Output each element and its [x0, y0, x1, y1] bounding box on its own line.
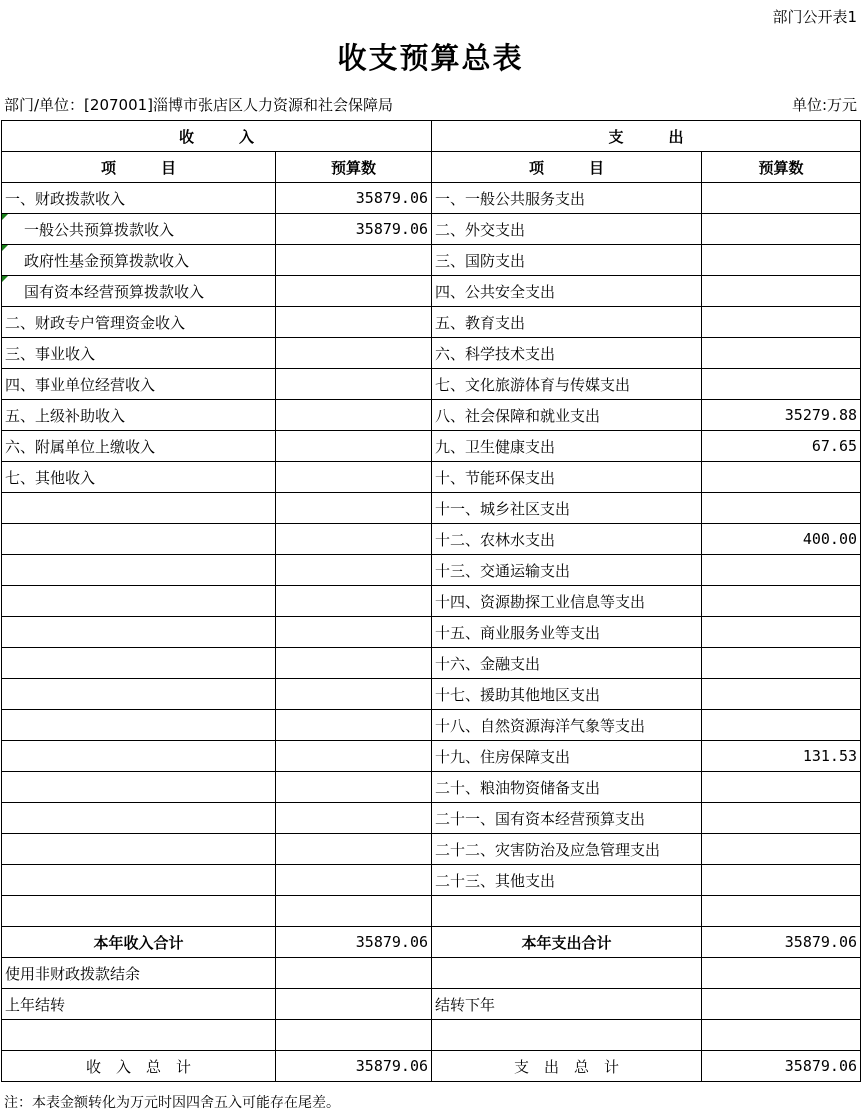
income-item: 三、事业收入: [2, 338, 276, 369]
expense-value: [702, 896, 861, 927]
income-item: 一般公共预算拨款收入: [2, 214, 276, 245]
expense-item: 十二、农林水支出: [432, 524, 702, 555]
table-row: [2, 834, 861, 865]
expense-item: 四、公共安全支出: [432, 276, 702, 307]
expense-value: [702, 245, 861, 276]
expense-item: 二、外交支出: [432, 214, 702, 245]
income-value: [276, 772, 432, 803]
blank-cell: [2, 1020, 276, 1051]
income-value: [276, 865, 432, 896]
table-row: [2, 772, 861, 803]
expense-item: 十三、交通运输支出: [432, 555, 702, 586]
expense-value: [702, 493, 861, 524]
expense-item: 八、社会保障和就业支出: [432, 400, 702, 431]
income-item: 五、上级补助收入: [2, 400, 276, 431]
table-row: [2, 431, 861, 462]
expense-value: [702, 214, 861, 245]
income-value: [276, 276, 432, 307]
income-value: [276, 307, 432, 338]
income-total-value: 35879.06: [276, 1051, 432, 1082]
expense-item: 七、文化旅游体育与传媒支出: [432, 369, 702, 400]
table-row: [2, 462, 861, 493]
expense-total-label: 支 出 总 计: [432, 1051, 702, 1082]
prev-carry-label: 上年结转: [2, 989, 276, 1020]
table-row: [2, 214, 861, 245]
table-row: [2, 183, 861, 214]
expense-group-header: 支 出: [432, 121, 861, 152]
non-fiscal-carry-label: 使用非财政拨款结余: [2, 958, 276, 989]
group-header-row: [2, 121, 861, 152]
expense-item: 五、教育支出: [432, 307, 702, 338]
income-item: 七、其他收入: [2, 462, 276, 493]
year-income-value: 35879.06: [276, 927, 432, 958]
carry-row: [2, 989, 861, 1020]
unit-label: 单位:万元: [791, 96, 857, 114]
expense-item: 二十三、其他支出: [432, 865, 702, 896]
expense-item: 二十一、国有资本经营预算支出: [432, 803, 702, 834]
income-value: [276, 896, 432, 927]
table-row: [2, 245, 861, 276]
blank-cell: [702, 958, 861, 989]
income-value: [276, 400, 432, 431]
expense-value: 400.00: [702, 524, 861, 555]
income-value: [276, 338, 432, 369]
expense-value: [702, 679, 861, 710]
footnote: 注：本表金额转化为万元时因四舍五入可能存在尾差。: [4, 1095, 340, 1111]
income-item-header: 项 目: [2, 152, 276, 183]
expense-value: [702, 462, 861, 493]
expense-budget-header: 预算数: [702, 152, 861, 183]
year-expense-value: 35879.06: [702, 927, 861, 958]
expense-value: [702, 555, 861, 586]
income-item: [2, 710, 276, 741]
blank-cell: [432, 1020, 702, 1051]
income-value: [276, 710, 432, 741]
income-item: 二、财政专户管理资金收入: [2, 307, 276, 338]
table-row: [2, 276, 861, 307]
expense-value: [702, 276, 861, 307]
table-row: [2, 400, 861, 431]
income-item: 一、财政拨款收入: [2, 183, 276, 214]
income-value: [276, 245, 432, 276]
budget-table: [1, 120, 861, 1082]
expense-item: 十七、援助其他地区支出: [432, 679, 702, 710]
grand-total-row: [2, 1051, 861, 1082]
non-fiscal-carry-value: [276, 958, 432, 989]
income-item: [2, 648, 276, 679]
blank-cell: [702, 1020, 861, 1051]
year-total-row: [2, 927, 861, 958]
table-row: [2, 803, 861, 834]
income-item: [2, 772, 276, 803]
expense-value: [702, 617, 861, 648]
table-row: [2, 896, 861, 927]
income-value: [276, 555, 432, 586]
income-value: [276, 741, 432, 772]
income-total-label: 收 入 总 计: [2, 1051, 276, 1082]
income-value: [276, 462, 432, 493]
expense-value: [702, 307, 861, 338]
column-header-row: [2, 152, 861, 183]
blank-row: [2, 1020, 861, 1051]
expense-item-header: 项 目: [432, 152, 702, 183]
income-item: [2, 555, 276, 586]
income-group-header: 收 入: [2, 121, 432, 152]
cell-marker-icon: [2, 214, 8, 220]
table-row: [2, 679, 861, 710]
expense-item: 十九、住房保障支出: [432, 741, 702, 772]
income-value: [276, 803, 432, 834]
income-item: [2, 524, 276, 555]
income-item: [2, 679, 276, 710]
income-value: [276, 524, 432, 555]
expense-item: 十四、资源勘探工业信息等支出: [432, 586, 702, 617]
expense-value: [702, 183, 861, 214]
income-item: [2, 586, 276, 617]
expense-value: [702, 710, 861, 741]
income-item: 四、事业单位经营收入: [2, 369, 276, 400]
income-item: 六、附属单位上缴收入: [2, 431, 276, 462]
expense-item: 三、国防支出: [432, 245, 702, 276]
expense-value: [702, 369, 861, 400]
income-item: [2, 865, 276, 896]
expense-value: [702, 338, 861, 369]
table-row: [2, 338, 861, 369]
cell-marker-icon: [2, 276, 8, 282]
expense-item: 二十、粮油物资储备支出: [432, 772, 702, 803]
expense-value: [702, 648, 861, 679]
income-value: [276, 586, 432, 617]
table-number: 部门公开表1: [772, 8, 857, 26]
page-title: 收支预算总表: [337, 41, 524, 75]
expense-item: 十六、金融支出: [432, 648, 702, 679]
income-value: [276, 431, 432, 462]
expense-item: 十、节能环保支出: [432, 462, 702, 493]
expense-item: [432, 896, 702, 927]
expense-item: 一、一般公共服务支出: [432, 183, 702, 214]
income-item: [2, 834, 276, 865]
expense-item: 二十二、灾害防治及应急管理支出: [432, 834, 702, 865]
expense-value: [702, 834, 861, 865]
income-value: [276, 834, 432, 865]
income-value: [276, 648, 432, 679]
table-row: [2, 710, 861, 741]
income-item: [2, 741, 276, 772]
expense-value: [702, 803, 861, 834]
expense-value: [702, 865, 861, 896]
income-value: [276, 369, 432, 400]
table-row: [2, 648, 861, 679]
non-fiscal-carry-row: [2, 958, 861, 989]
income-value: [276, 493, 432, 524]
table-row: [2, 307, 861, 338]
table-row: [2, 493, 861, 524]
income-item: [2, 493, 276, 524]
income-item: 政府性基金预算拨款收入: [2, 245, 276, 276]
prev-carry-value: [276, 989, 432, 1020]
year-expense-label: 本年支出合计: [432, 927, 702, 958]
table-row: [2, 741, 861, 772]
expense-value: 35279.88: [702, 400, 861, 431]
income-item: 国有资本经营预算拨款收入: [2, 276, 276, 307]
blank-cell: [432, 958, 702, 989]
income-value: [276, 617, 432, 648]
table-row: [2, 524, 861, 555]
table-row: [2, 586, 861, 617]
expense-value: [702, 772, 861, 803]
expense-value: 131.53: [702, 741, 861, 772]
income-item: [2, 803, 276, 834]
income-value: 35879.06: [276, 214, 432, 245]
expense-total-value: 35879.06: [702, 1051, 861, 1082]
table-row: [2, 555, 861, 586]
carry-forward-label: 结转下年: [432, 989, 702, 1020]
cell-marker-icon: [2, 245, 8, 251]
income-budget-header: 预算数: [276, 152, 432, 183]
expense-item: 十一、城乡社区支出: [432, 493, 702, 524]
expense-item: 十八、自然资源海洋气象等支出: [432, 710, 702, 741]
expense-item: 六、科学技术支出: [432, 338, 702, 369]
year-income-label: 本年收入合计: [2, 927, 276, 958]
expense-value: 67.65: [702, 431, 861, 462]
expense-item: 九、卫生健康支出: [432, 431, 702, 462]
department-label: 部门/单位：[207001]淄博市张店区人力资源和社会保障局: [4, 96, 394, 114]
table-row: [2, 369, 861, 400]
blank-cell: [276, 1020, 432, 1051]
income-item: [2, 896, 276, 927]
income-value: 35879.06: [276, 183, 432, 214]
table-row: [2, 865, 861, 896]
table-row: [2, 617, 861, 648]
expense-value: [702, 586, 861, 617]
income-item: [2, 617, 276, 648]
carry-forward-value: [702, 989, 861, 1020]
expense-item: 十五、商业服务业等支出: [432, 617, 702, 648]
income-value: [276, 679, 432, 710]
